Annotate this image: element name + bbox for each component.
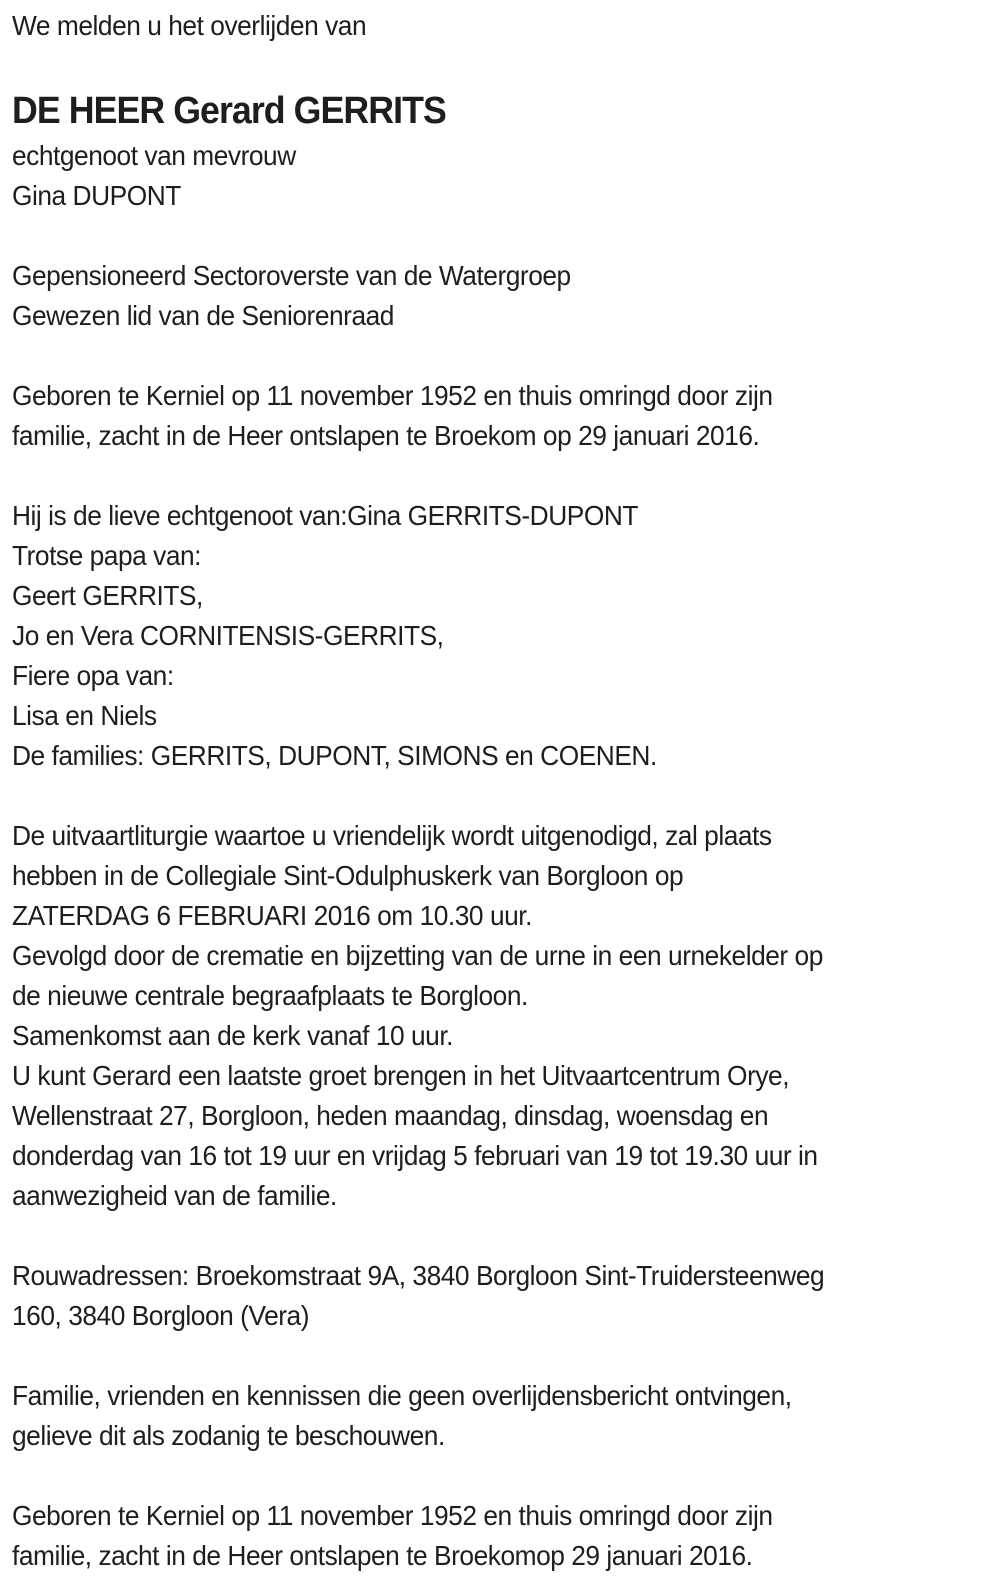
intro-line: We melden u het overlijden van — [12, 10, 367, 41]
mourning-address-line: 160, 3840 Borgloon (Vera) — [12, 1300, 309, 1331]
family-line: Trotse papa van: — [12, 540, 202, 571]
birth-death-line: Geboren te Kerniel op 11 november 1952 en thuis omringd door zijn — [12, 380, 773, 411]
ceremony-line: Gevolgd door de crematie en bijzetting van de urne in een urnekelder op — [12, 940, 823, 971]
family-line: Fiere opa van: — [12, 660, 174, 691]
mourning-address-line: Rouwadressen: Broekomstraat 9A, 3840 Borgloon Sint-Truidersteenweg — [12, 1260, 825, 1291]
blank-line — [12, 1456, 941, 1496]
family-line: Geert GERRITS, — [12, 580, 203, 611]
visitation-line: Wellenstraat 27, Borgloon, heden maandag, dinsdag, woensdag en — [12, 1100, 769, 1131]
visitation-line: donderdag van 16 tot 19 uur en vrijdag 5 februari van 19 tot 19.30 uur in — [12, 1140, 818, 1171]
birth-death-repeat-line: familie, zacht in de Heer ontslapen te Broekomop 29 januari 2016. — [12, 1540, 753, 1571]
family-line: Hij is de lieve echtgenoot van:Gina GERRITS-DUPONT — [12, 500, 638, 531]
blank-line — [12, 776, 941, 816]
blank-line — [12, 456, 941, 496]
family-line: Lisa en Niels — [12, 700, 157, 731]
birth-death-repeat-line: Geboren te Kerniel op 11 november 1952 en thuis omringd door zijn — [12, 1500, 773, 1531]
career-line: Gewezen lid van de Seniorenraad — [12, 300, 394, 331]
deceased-name-title: DE HEER Gerard GERRITS — [12, 90, 446, 132]
ceremony-line: Samenkomst aan de kerk vanaf 10 uur. — [12, 1020, 454, 1051]
blank-line — [12, 46, 941, 86]
family-line: De families: GERRITS, DUPONT, SIMONS en COENEN. — [12, 740, 657, 771]
ceremony-line: hebben in de Collegiale Sint-Odulphuskerk van Borgloon op — [12, 860, 684, 891]
ceremony-line: De uitvaartliturgie waartoe u vriendelijk wordt uitgenodigd, zal plaats — [12, 820, 772, 851]
ceremony-line: de nieuwe centrale begraafplaats te Borgloon. — [12, 980, 528, 1011]
ceremony-date-line: ZATERDAG 6 FEBRUARI 2016 om 10.30 uur. — [12, 900, 532, 931]
visitation-line: aanwezigheid van de familie. — [12, 1180, 337, 1211]
career-line: Gepensioneerd Sectoroverste van de Watergroep — [12, 260, 571, 291]
spouse-name-line: Gina DUPONT — [12, 180, 181, 211]
notice-line: Familie, vrienden en kennissen die geen overlijdensbericht ontvingen, — [12, 1380, 792, 1411]
family-line: Jo en Vera CORNITENSIS-GERRITS, — [12, 620, 444, 651]
visitation-line: U kunt Gerard een laatste groet brengen in het Uitvaartcentrum Orye, — [12, 1060, 790, 1091]
blank-line — [12, 1336, 941, 1376]
blank-line — [12, 1216, 941, 1256]
blank-line — [12, 216, 941, 256]
notice-line: gelieve dit als zodanig te beschouwen. — [12, 1420, 445, 1451]
spouse-intro-line: echtgenoot van mevrouw — [12, 140, 296, 171]
birth-death-line: familie, zacht in de Heer ontslapen te Broekom op 29 januari 2016. — [12, 420, 760, 451]
blank-line — [12, 336, 941, 376]
